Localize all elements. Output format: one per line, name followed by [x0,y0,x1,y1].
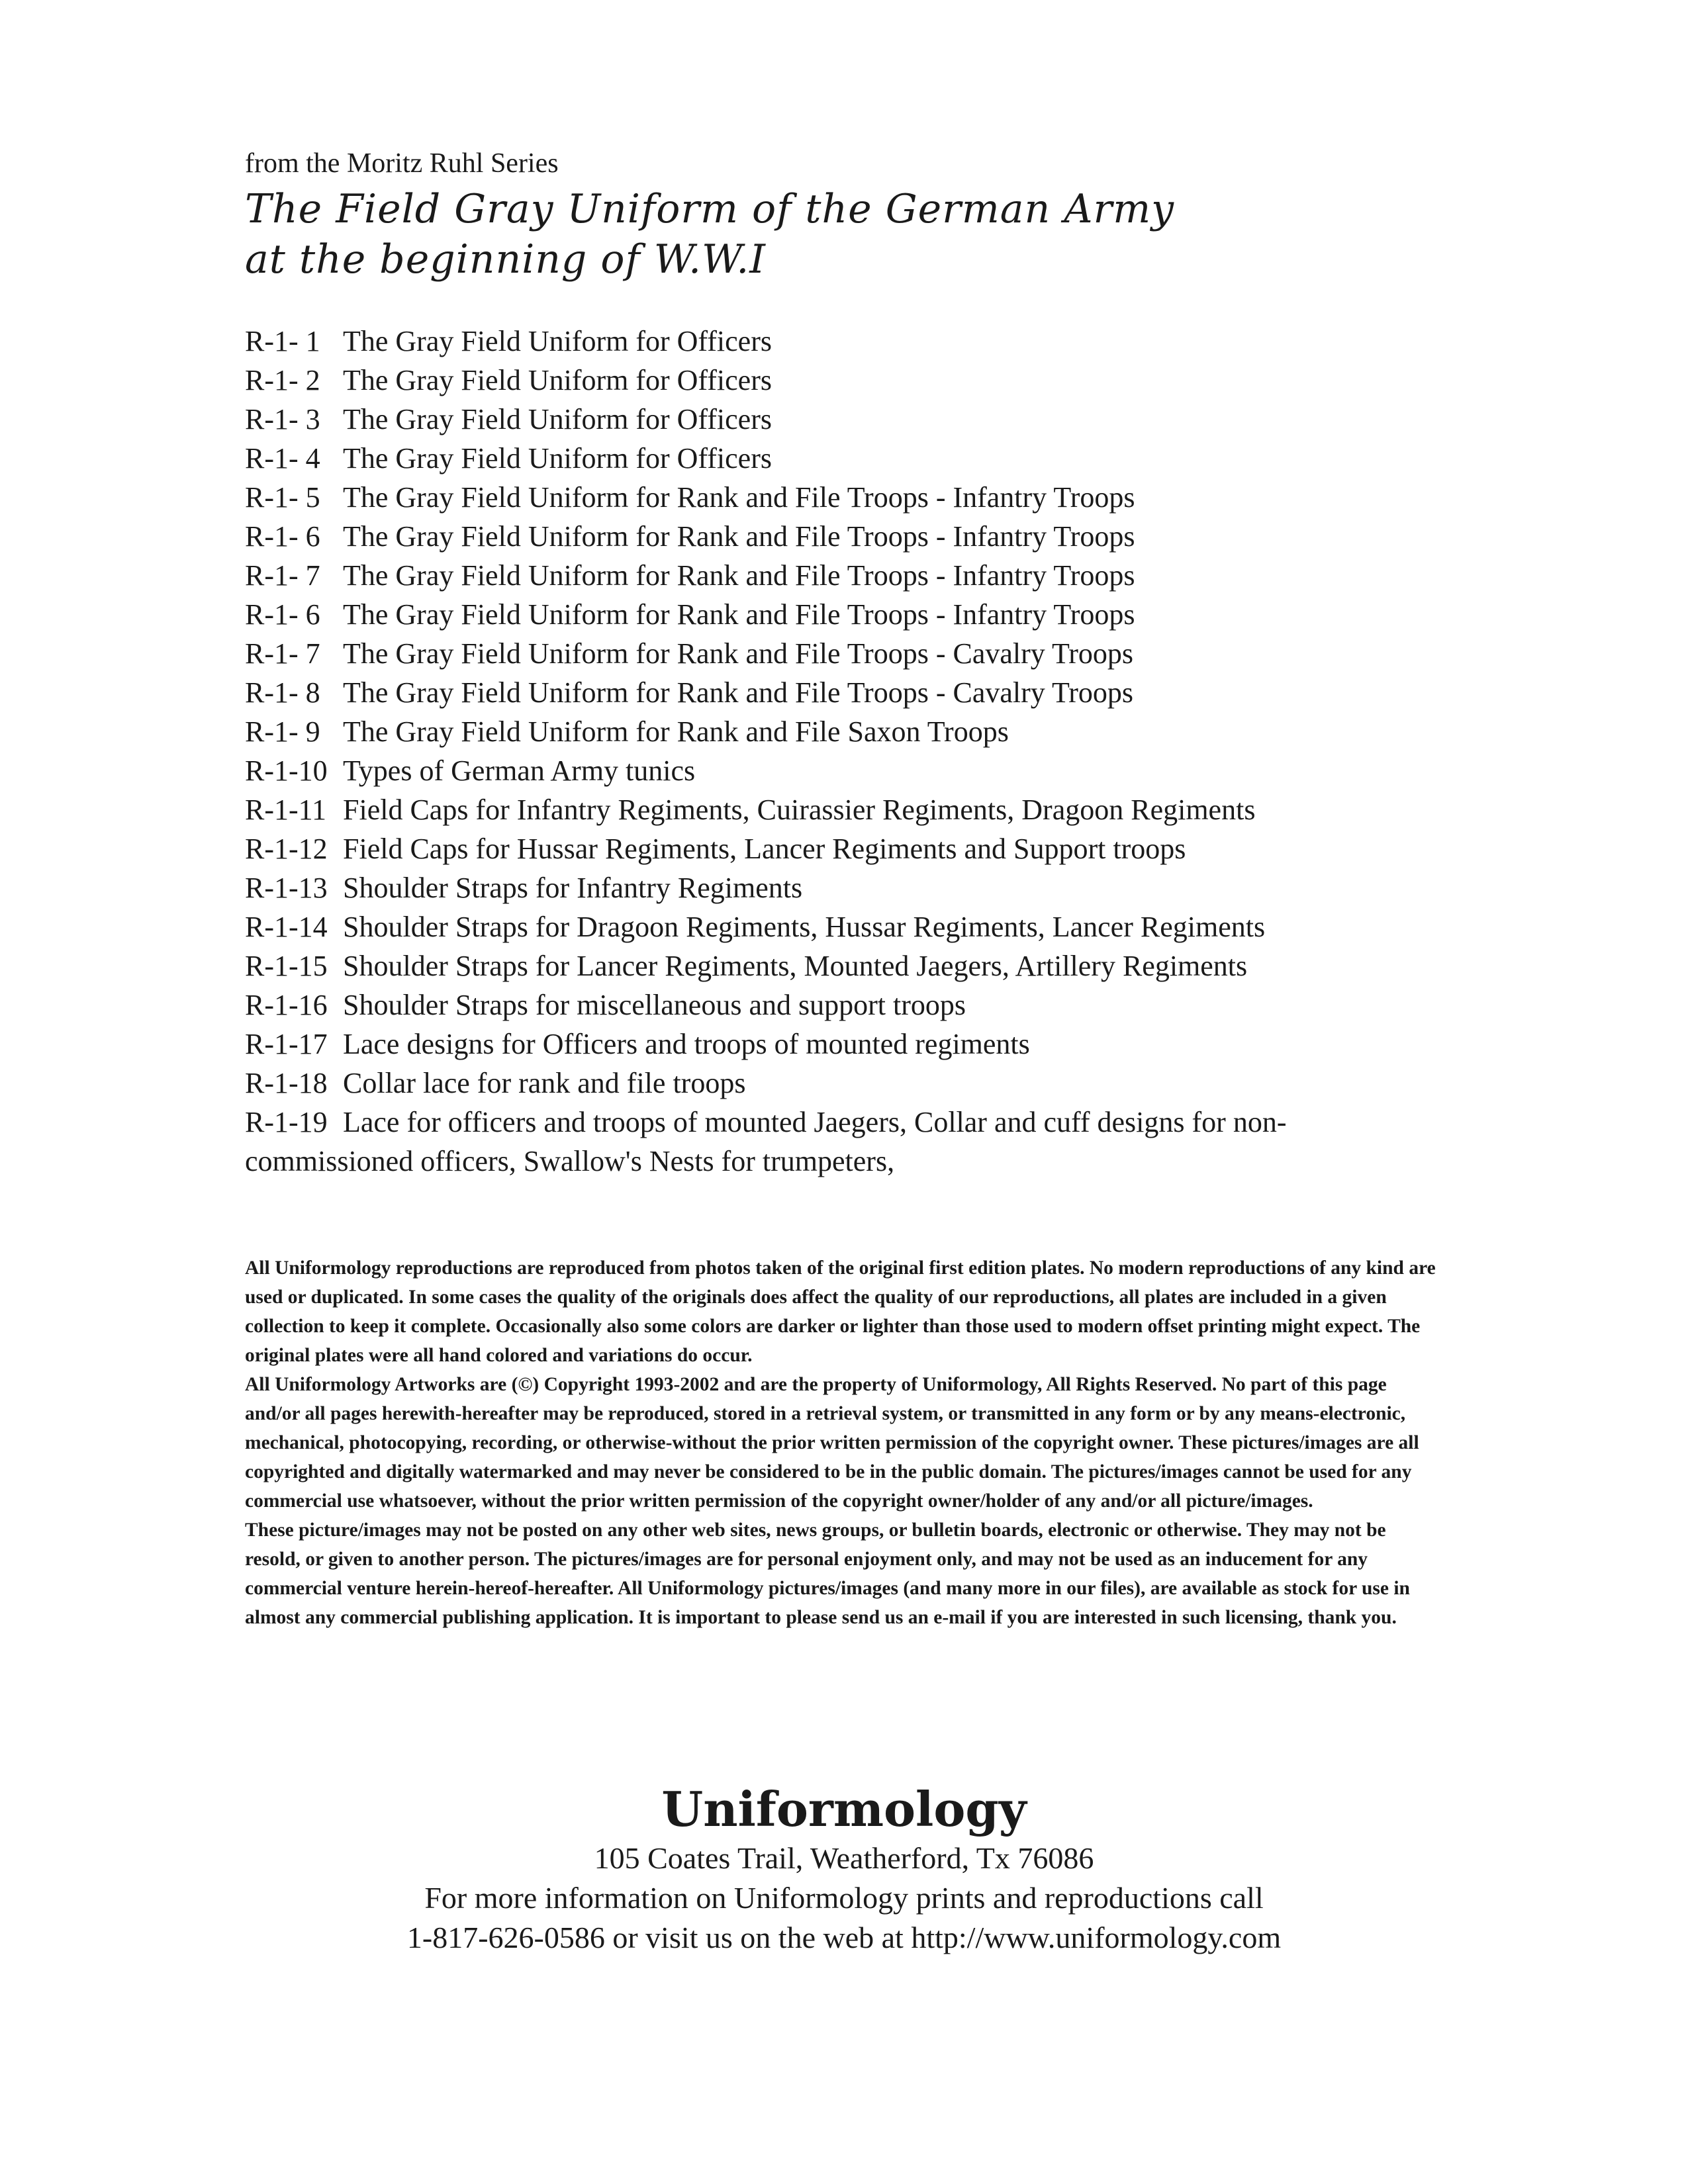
plate-code: R-1-14 [245,911,328,943]
notice-paragraph: All Uniformology Artworks are (©) Copyright 1993-2002 and are the property of Uniformology, All Rights Reserved. No part of this page and/or all pages herewith-hereafter may be reproduced, stored in a retrieval system, or transmitted in any form or by any means-electronic, mechanical, photocopying, recording, or otherwise-without the prior written permission of the copyright owner. These pictures/images are all copyrighted and digitally watermarked and may never be considered to be in the public domain. The pictures/images cannot be used for any commercial use whatsoever, without the prior written permission of the copyright owner/holder of any and/or all picture/images. [245,1374,1419,1512]
plate-description: The Gray Field Uniform for Rank and File Troops - Cavalry Troops [343,637,1134,670]
notice-paragraph: These picture/images may not be posted on any other web sites, news groups, or bulletin boards, electronic or otherwise. They may not be resold, or given to another person. The pictures/images are for personal enjoyment only, and may not be used as an inducement for any commercial venture herein-hereof-hereafter. All Uniformology pictures/images (and many more in our files), are available as stock for use in almost any commercial publishing application. It is important to please send us an e-mail if you are interested in such licensing, thank you. [245,1520,1410,1628]
plate-description: Shoulder Straps for Dragoon Regiments, Hussar Regiments, Lancer Regiments [343,911,1266,943]
plate-item [245,946,1450,985]
plate-item [245,517,1450,556]
plate-item [245,400,1450,439]
document-body [245,146,1450,1632]
info-line: For more information on Uniformology prints and reproductions call [424,1881,1264,1915]
plate-item [245,322,1450,361]
brand-name: Uniformology [661,1781,1027,1837]
plate-code: R-1- 1 [245,325,320,357]
plate-list [245,322,1450,1181]
notice-paragraph: All Uniformology reproductions are reproduced from photos taken of the original first edition plates. No modern reproductions of any kind are used or duplicated. In some cases the quality of the originals does affect the quality of our reproductions, all plates are included in a given collection to keep it complete. Occasionally also some colors are darker or lighter than those used to modern offset printing might expect. The original plates were all hand colored and variations do occur. [245,1257,1436,1366]
plate-item [245,1103,1450,1142]
plate-code: R-1-15 [245,950,328,982]
plate-code: R-1- 9 [245,715,320,748]
plate-code: R-1- 8 [245,676,320,709]
plate-item [245,595,1450,634]
plate-item [245,478,1450,517]
plate-item [245,361,1450,400]
plate-code: R-1- 7 [245,637,320,670]
plate-code: R-1- 2 [245,364,320,396]
title-line-1: The Field Gray Uniform of the German Army [245,186,1175,232]
plate-description: Shoulder Straps for Lancer Regiments, Mounted Jaegers, Artillery Regiments [343,950,1248,982]
plate-code: R-1-12 [245,833,328,865]
plate-item [245,439,1450,478]
plate-description: Lace designs for Officers and troops of mounted regiments [343,1028,1030,1060]
plate-item [245,790,1450,829]
plate-description: The Gray Field Uniform for Rank and File Troops - Infantry Troops [343,520,1135,553]
plate-code: R-1-10 [245,754,328,787]
plate-code: R-1-13 [245,872,328,904]
plate-description: Shoulder Straps for miscellaneous and support troops [343,989,966,1021]
plate-description: The Gray Field Uniform for Rank and File Troops - Infantry Troops [343,598,1135,631]
plate-description: Field Caps for Hussar Regiments, Lancer Regiments and Support troops [343,833,1186,865]
plate-item [245,829,1450,868]
plate-description: The Gray Field Uniform for Rank and File Troops - Infantry Troops [343,481,1135,514]
plate-code: R-1-11 [245,794,327,826]
plate-item [245,751,1450,790]
plate-description: The Gray Field Uniform for Officers [343,403,772,435]
plate-code: R-1- 5 [245,481,320,514]
plate-item [245,868,1450,907]
plate-item [245,1024,1450,1064]
plate-item [245,907,1450,946]
contact-line: 1-817-626-0586 or visit us on the web at http://www.uniformology.com [406,1921,1282,1954]
plate-code: R-1- 6 [245,598,320,631]
plate-code: R-1- 6 [245,520,320,553]
plate-code: R-1-17 [245,1028,328,1060]
plate-item [245,712,1450,751]
series-line: from the Moritz Ruhl Series [245,148,559,179]
footer [0,1780,1688,1958]
plate-description: Lace for officers and troops of mounted Jaegers, Collar and cuff designs for non- [343,1106,1287,1138]
plate-description: The Gray Field Uniform for Rank and File Troops - Cavalry Troops [343,676,1134,709]
plate-description-continuation: commissioned officers, Swallow's Nests for trumpeters, [245,1145,895,1177]
plate-description: Field Caps for Infantry Regiments, Cuirassier Regiments, Dragoon Regiments [343,794,1256,826]
plate-item [245,556,1450,595]
plate-description: The Gray Field Uniform for Officers [343,364,772,396]
plate-description: Types of German Army tunics [343,754,696,787]
plate-description: The Gray Field Uniform for Officers [343,325,772,357]
plate-item [245,1064,1450,1103]
plate-description: The Gray Field Uniform for Officers [343,442,772,475]
plate-code: R-1- 7 [245,559,320,592]
plate-description: Collar lace for rank and file troops [343,1067,746,1099]
plate-code: R-1- 3 [245,403,320,435]
plate-description: The Gray Field Uniform for Rank and File Troops - Infantry Troops [343,559,1135,592]
plate-description: The Gray Field Uniform for Rank and File Saxon Troops [343,715,1009,748]
plate-description: Shoulder Straps for Infantry Regiments [343,872,803,904]
address: 105 Coates Trail, Weatherford, Tx 76086 [594,1841,1094,1875]
plate-code: R-1-18 [245,1067,328,1099]
plate-item [245,673,1450,712]
plate-code: R-1- 4 [245,442,320,475]
copyright-notice [245,1253,1436,1632]
title-line-2: at the beginning of W.W.I [245,236,767,283]
plate-code: R-1-16 [245,989,328,1021]
plate-item [245,985,1450,1024]
plate-code: R-1-19 [245,1106,328,1138]
plate-item [245,634,1450,673]
